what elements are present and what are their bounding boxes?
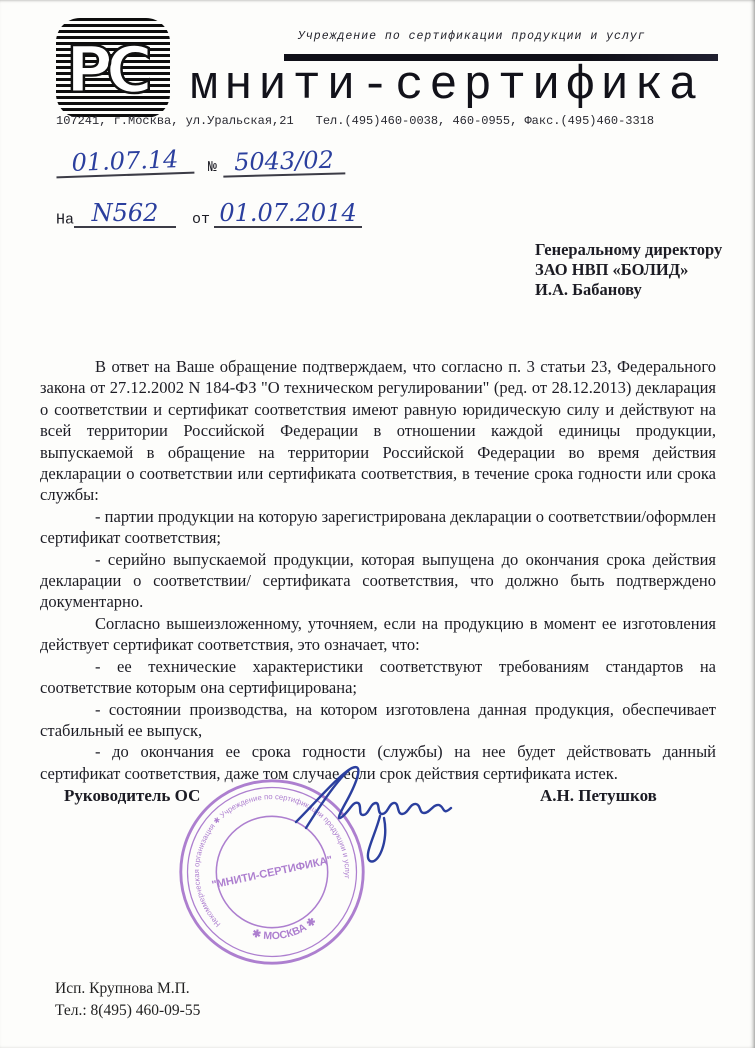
on-label: На [56, 211, 75, 229]
executor-phone: Тел.: 8(495) 460-09-55 [55, 1002, 201, 1019]
stamp-center-text: "МНИТИ-СЕРТИФИКА" [210, 854, 334, 892]
company-address: 107241, г.Москва, ул.Уральская,21 [56, 114, 294, 128]
from-label: от [192, 211, 211, 229]
outgoing-reference-line [56, 145, 345, 177]
incoming-number-handwriting: N562 [91, 199, 159, 227]
stamp-city-text: ✱ МОСКВА ✱ [250, 915, 319, 943]
number-sign-label: № [208, 159, 218, 177]
executor-block [55, 978, 200, 1022]
body-paragraph: - состоянии производства, на котором изготовлена данная продукция, обеспечивает стабильный ее выпуск, [40, 699, 716, 740]
outgoing-number-field [223, 146, 346, 178]
incoming-reference-line [56, 200, 362, 228]
addressee-company: ЗАО НВП «БОЛИД» [535, 260, 689, 279]
body-paragraph: - до окончания ее срока годности (службы) на нее будет действовать данный сертификат соответствия, даже том случае если срок действия сертификата истек. [40, 742, 716, 783]
stamp-ring-text: Некоммерческая организация ✱ Учреждение по сертификации продукции и услуг [192, 792, 353, 929]
incoming-date-handwriting: 01.07.2014 [219, 199, 357, 227]
addressee-person: И.А. Бабанову [535, 280, 642, 299]
logo-rs-icon [56, 18, 170, 118]
signer-role: Руководитель ОС [64, 786, 201, 805]
body-paragraph: - серийно выпускаемой продукции, которая выпущена до окончания срока действия декларации о соответствии/ сертификата соответствия, что должно быть подтверждено документарно. [40, 549, 716, 612]
body-paragraph: В ответ на Ваше обращение подтверждаем, что согласно п. 3 статьи 23, Федерального закона от 27.12.2002 N 184-ФЗ "О техническом регулировании" (ред. от 28.12.2013) декларация о соответствии и сертификат соответствия имеют равную юридическую силу и действуют на всей территории Российской Федерации в отношении каждой единицы продукции, выпускаемой в обращение на территории Российской Федерации во время действия декларации о соответствии или сертификата соответствия, в течение срока годности или срока службы: [40, 357, 716, 505]
company-name: мнити-сертифика [190, 60, 704, 113]
executor-name: Исп. Крупнова М.П. [55, 980, 190, 997]
addressee-block [535, 240, 745, 300]
outgoing-number-handwriting: 5043/02 [233, 145, 335, 177]
addressee-title: Генеральному директору [535, 240, 723, 259]
incoming-date-field [214, 200, 362, 228]
signer-name: А.Н. Петушков [540, 786, 657, 805]
body-paragraph: - партии продукции на которую зарегистрирована декларации о соответствии/оформлен сертификат соответствия; [40, 506, 716, 548]
body-paragraph: - ее технические характеристики соответствуют требованиям стандартов на соответствие которым она сертифицирована; [40, 656, 716, 698]
letter-body [40, 356, 716, 784]
company-contact-line [56, 114, 716, 128]
incoming-number-field [74, 200, 176, 228]
svg-text:✱ МОСКВА ✱ [249, 914, 321, 948]
svg-text:РС: РС [66, 34, 146, 108]
company-logo [56, 18, 170, 118]
company-tagline: Учреждение по сертификации продукции и услуг [298, 30, 646, 43]
body-paragraph: Согласно вышеизложенному, уточняем, если на продукцию в момент ее изготовления действует сертификат соответствия, это означает, что: [40, 613, 716, 655]
signature-handwriting [292, 758, 462, 868]
company-phones: Тел.(495)460-0038, 460-0955, Факс.(495)460-3318 [315, 114, 655, 128]
outgoing-date-handwriting: 01.07.14 [71, 145, 179, 177]
outgoing-date-field [56, 146, 195, 179]
